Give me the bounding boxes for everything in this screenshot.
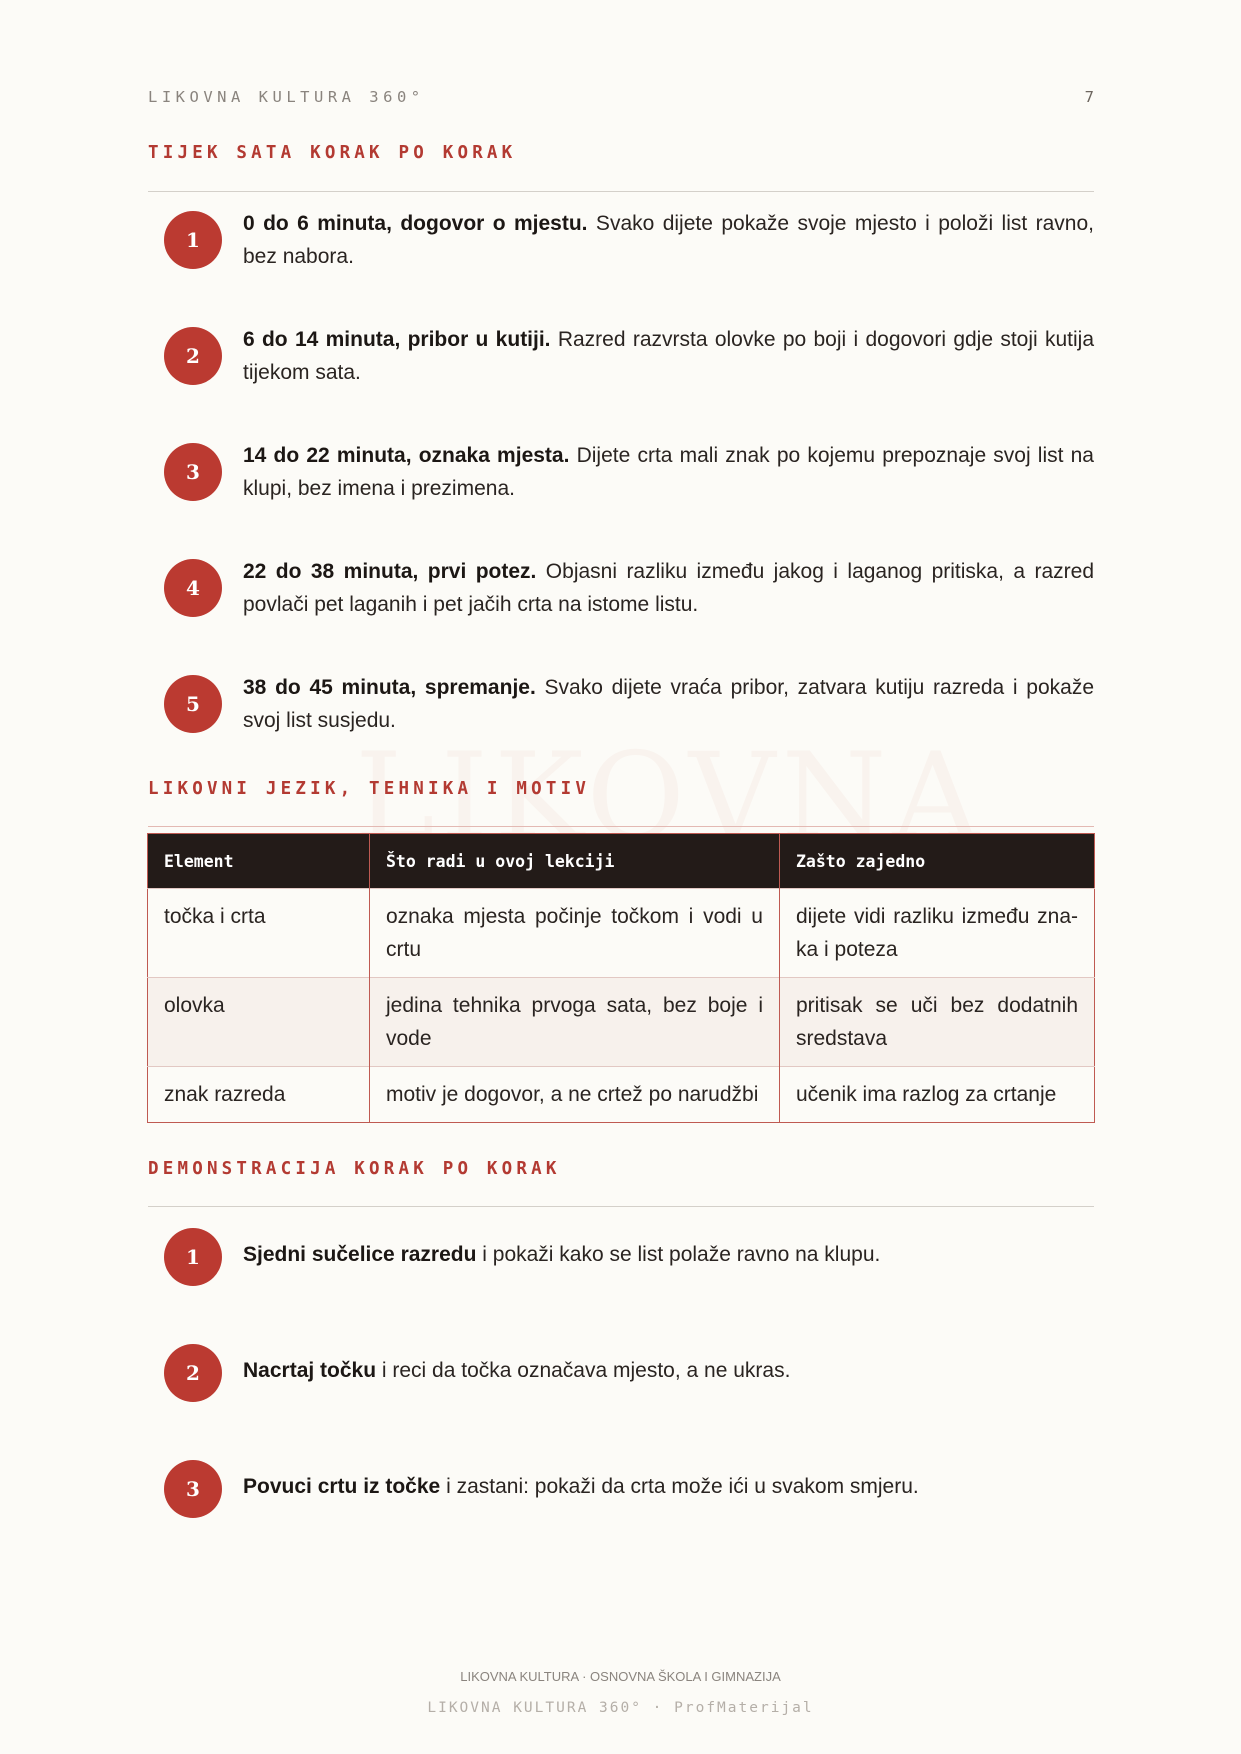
- step-text: [243, 555, 1094, 621]
- step-body: Svako dijete vraća pribor, zatvara kutiju razreda i pokaže svoj list susjedu.: [243, 676, 1094, 732]
- column-header: Zašto zajedno: [780, 834, 1095, 889]
- step-body: Dijete crta mali znak po kojemu prepoznaje svoj list na klupi, bez imena i prezimena.: [243, 444, 1094, 500]
- step-text: [243, 1238, 1094, 1271]
- table-cell: oznaka mjesta počinje točkom i vodi u crtu: [370, 889, 780, 978]
- step-title: 14 do 22 minuta, oznaka mjesta.: [243, 444, 570, 467]
- step-title: 38 do 45 minuta, spremanje.: [243, 676, 536, 699]
- running-head: [148, 88, 1094, 106]
- section-heading-lesson-flow: TIJEK SATA KORAK PO KORAK: [148, 143, 517, 163]
- table-cell: znak razreda: [148, 1067, 370, 1123]
- table-cell: dijete vidi razliku između zna-ka i poteza: [780, 889, 1095, 978]
- step-text: [243, 1470, 1094, 1503]
- table-row: [148, 978, 1095, 1067]
- table-row: [148, 889, 1095, 978]
- step-number-badge: 5: [164, 675, 222, 733]
- footer-publication: LIKOVNA KULTURA · OSNOVNA ŠKOLA I GIMNAZIJA: [460, 1669, 781, 1684]
- step-number-badge: 1: [164, 1228, 222, 1286]
- step-number-badge: 4: [164, 559, 222, 617]
- running-head-title: LIKOVNA KULTURA 360°: [148, 88, 425, 106]
- page-number: 7: [1084, 88, 1094, 106]
- table-cell: učenik ima razlog za crtanje: [780, 1067, 1095, 1123]
- step-text: [243, 323, 1094, 389]
- step-number-badge: 3: [164, 443, 222, 501]
- step-number-badge: 1: [164, 211, 222, 269]
- table-cell: točka i crta: [148, 889, 370, 978]
- step-text: [243, 671, 1094, 737]
- step-title: 6 do 14 minuta, pribor u kutiji.: [243, 328, 551, 351]
- column-header: Što radi u ovoj lekciji: [370, 834, 780, 889]
- step-number-badge: 3: [164, 1460, 222, 1518]
- divider: [148, 826, 1094, 827]
- step-body: i reci da točka označava mjesto, a ne ukras.: [376, 1359, 791, 1382]
- column-header: Element: [148, 834, 370, 889]
- step-body: Objasni razliku između jakog i laganog pritiska, a razred povlači pet laganih i pet jačih crta na istome listu.: [243, 560, 1094, 616]
- footer-brand: LIKOVNA KULTURA 360° · ProfMaterijal: [427, 1700, 814, 1716]
- section-heading-demonstration: DEMONSTRACIJA KORAK PO KORAK: [148, 1159, 561, 1179]
- divider: [148, 191, 1094, 192]
- step-title: 0 do 6 minuta, dogovor o mjestu.: [243, 212, 588, 235]
- step-body: i pokaži kako se list polaže ravno na klupu.: [476, 1243, 881, 1266]
- table-cell: motiv je dogovor, a ne crtež po narudžbi: [370, 1067, 780, 1123]
- step-text: [243, 207, 1094, 273]
- step-title: 22 do 38 minuta, prvi potez.: [243, 560, 537, 583]
- step-body: i zastani: pokaži da crta može ići u svakom smjeru.: [440, 1475, 919, 1498]
- step-title: Sjedni sučelice razredu: [243, 1243, 477, 1266]
- table-cell: jedina tehnika prvoga sata, bez boje i vode: [370, 978, 780, 1067]
- step-body: Svako dijete pokaže svoje mjesto i položi list ravno, bez nabora.: [243, 212, 1094, 268]
- step-title: Povuci crtu iz točke: [243, 1475, 441, 1498]
- step-title: Nacrtaj točku: [243, 1359, 377, 1382]
- step-number-badge: 2: [164, 327, 222, 385]
- step-number-badge: 2: [164, 1344, 222, 1402]
- table-cell: pritisak se uči bez dodatnih sredstava: [780, 978, 1095, 1067]
- step-text: [243, 439, 1094, 505]
- lesson-element-table: [147, 833, 1095, 1123]
- table-header-row: [148, 834, 1095, 889]
- table-row: [148, 1067, 1095, 1123]
- divider: [148, 1206, 1094, 1207]
- table-cell: olovka: [148, 978, 370, 1067]
- step-body: Razred razvrsta olovke po boji i dogovori gdje stoji kutija tijekom sata.: [243, 328, 1095, 384]
- step-text: [243, 1354, 1094, 1387]
- section-heading-language-table: LIKOVNI JEZIK, TEHNIKA I MOTIV: [148, 779, 591, 799]
